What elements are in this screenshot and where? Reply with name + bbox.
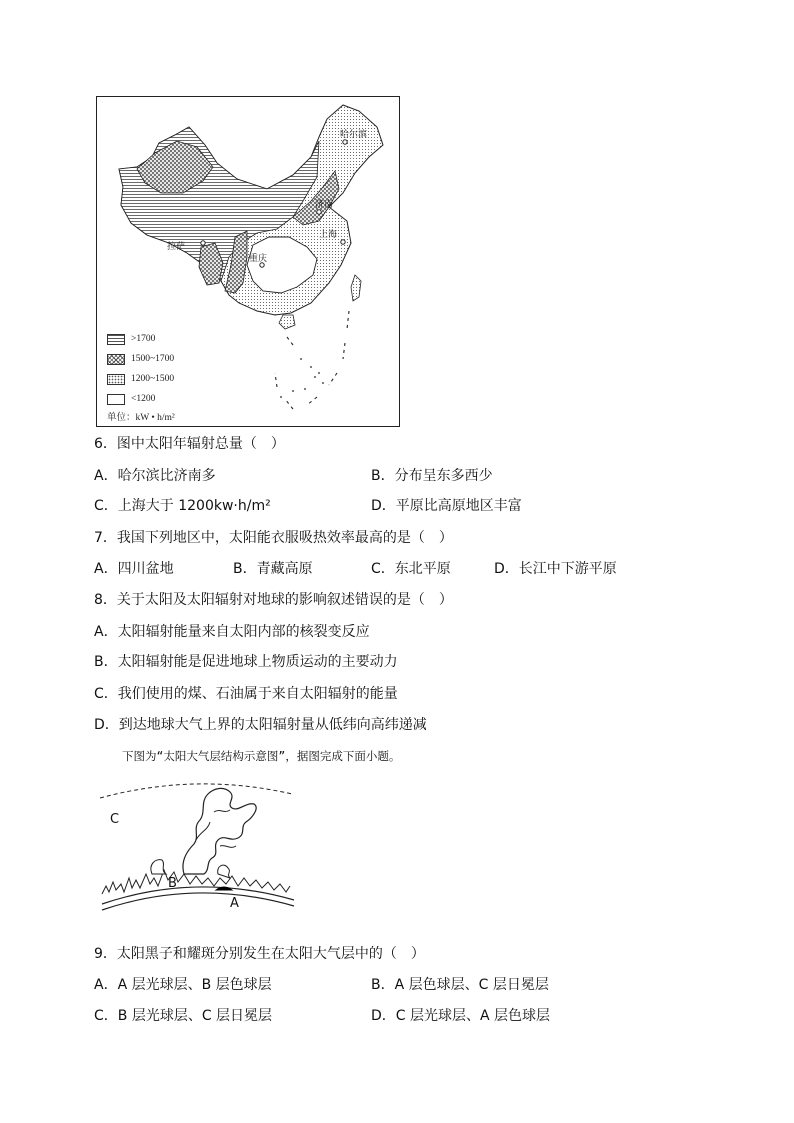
corona-boundary <box>100 784 292 798</box>
question-8-option-a: A．太阳辐射能量来自太阳内部的核裂变反应 <box>94 624 370 640</box>
question-8-option-d: D．到达地球大气上界的太阳辐射量从低纬向高纬递减 <box>94 717 427 733</box>
small-prominence <box>151 860 166 874</box>
question-9-stem: 9．太阳黑子和耀斑分别发生在太阳大气层中的（ ） <box>94 946 425 962</box>
small-prominence <box>218 865 230 878</box>
question-8-option-b: B．太阳辐射能是促进地球上物质运动的主要动力 <box>94 654 398 670</box>
legend-swatch-hatched <box>107 334 125 345</box>
city-label-harbin: 哈尔滨 <box>340 129 368 139</box>
legend-swatch-dotted <box>107 374 125 385</box>
question-6-option-c: C．上海大于 1200kw·h/m² <box>94 498 271 514</box>
question-9-option-a: A．A 层光球层、B 层色球层 <box>94 977 272 993</box>
legend-label: >1700 <box>131 334 156 344</box>
city-label-lasa: 拉萨 <box>167 241 186 251</box>
figure-intro-text: 下图为“太阳大气层结构示意图”，据图完成下面小题。 <box>122 749 401 763</box>
layer-label-b: B <box>168 876 177 891</box>
sea-islands <box>280 358 324 398</box>
legend-row <box>107 369 174 389</box>
sun-atmosphere-graphic <box>96 774 296 914</box>
legend-row <box>107 389 174 409</box>
question-6-stem: 6．图中太阳年辐射总量（ ） <box>94 436 285 452</box>
question-9-option-d: D．C 层光球层、A 层色球层 <box>371 1008 551 1024</box>
question-7-option-c: C．东北平原 <box>371 561 451 577</box>
question-6-option-b: B．分布呈东多西少 <box>371 468 493 484</box>
legend-label: <1200 <box>131 394 156 404</box>
legend-row <box>107 349 174 369</box>
city-label-chongqing: 重庆 <box>249 253 268 263</box>
layer-label-c: C <box>110 812 120 827</box>
hainan <box>279 315 295 329</box>
question-7-stem: 7．我国下列地区中，太阳能衣服吸热效率最高的是（ ） <box>94 530 453 546</box>
legend-label: 1200~1500 <box>131 374 175 384</box>
legend-swatch-blank <box>107 394 125 405</box>
city-label-shanghai: 上海 <box>319 229 338 239</box>
question-7-option-a: A．四川盆地 <box>94 561 174 577</box>
taiwan <box>351 275 361 301</box>
layer-label-a: A <box>230 896 239 911</box>
map-legend <box>107 329 175 423</box>
question-9-option-c: C．B 层光球层、C 层日冕层 <box>94 1008 273 1024</box>
solar-prominence <box>183 788 256 874</box>
question-6-option-a: A．哈尔滨比济南多 <box>94 468 216 484</box>
legend-swatch-crosshatch <box>107 354 125 365</box>
question-7-option-d: D．长江中下游平原 <box>494 561 617 577</box>
legend-label: 1500~1700 <box>131 354 175 364</box>
city-label-jinan: 济南 <box>315 199 334 209</box>
question-7-option-b: B．青藏高原 <box>233 561 313 577</box>
question-8-stem: 8．关于太阳及太阳辐射对地球的影响叙述错误的是（ ） <box>94 592 453 608</box>
question-8-option-c: C．我们使用的煤、石油属于来自太阳辐射的能量 <box>94 686 398 702</box>
question-6-option-d: D．平原比高原地区丰富 <box>371 498 522 514</box>
legend-row <box>107 329 174 349</box>
question-9-option-b: B．A 层色球层、C 层日冕层 <box>371 977 549 993</box>
sun-atmosphere-diagram <box>96 774 296 914</box>
legend-unit: 单位：kW • h/m² <box>107 413 175 423</box>
solar-radiation-map <box>96 96 400 427</box>
